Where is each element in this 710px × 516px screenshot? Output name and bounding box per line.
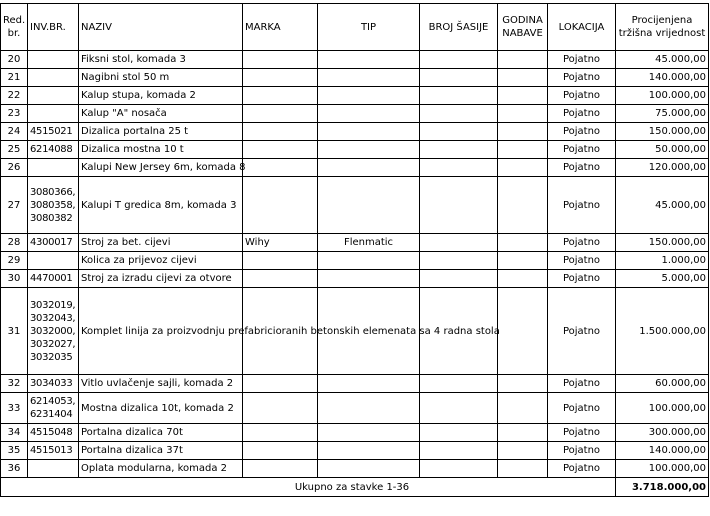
item-location: Pojatno (548, 234, 616, 252)
item-value: 45.000,00 (616, 51, 709, 69)
table-row (1, 69, 709, 87)
item-purchase-year (498, 123, 548, 141)
item-brand (243, 177, 318, 234)
item-purchase-year (498, 375, 548, 393)
item-location: Pojatno (548, 252, 616, 270)
item-value: 140.000,00 (616, 442, 709, 460)
inventory-number: 4300017 (28, 234, 79, 252)
row-number: 28 (1, 234, 28, 252)
item-value: 1.500.000,00 (616, 288, 709, 375)
item-value: 140.000,00 (616, 69, 709, 87)
item-purchase-year (498, 87, 548, 105)
item-brand: Wihy (243, 234, 318, 252)
row-number: 32 (1, 375, 28, 393)
total-label: Ukupno za stavke 1-36 (1, 478, 616, 497)
item-value: 5.000,00 (616, 270, 709, 288)
item-brand (243, 270, 318, 288)
item-location: Pojatno (548, 69, 616, 87)
table-row (1, 177, 709, 234)
item-type (318, 69, 420, 87)
item-name: Portalna dizalica 37t (79, 442, 243, 460)
inventory-number (28, 252, 79, 270)
item-type (318, 177, 420, 234)
table-row (1, 105, 709, 123)
item-type (318, 393, 420, 424)
item-brand (243, 123, 318, 141)
table-body (1, 51, 709, 478)
row-number: 25 (1, 141, 28, 159)
row-number: 30 (1, 270, 28, 288)
table-row (1, 393, 709, 424)
item-brand (243, 159, 318, 177)
item-chassis-number (420, 123, 498, 141)
item-purchase-year (498, 442, 548, 460)
item-value: 45.000,00 (616, 177, 709, 234)
item-chassis-number (420, 105, 498, 123)
item-name: Kalupi New Jersey 6m, komada 8 (79, 159, 243, 177)
item-value: 60.000,00 (616, 375, 709, 393)
item-brand (243, 375, 318, 393)
header-lokacija: LOKACIJA (548, 4, 616, 51)
header-inv-br: INV.BR. (28, 4, 79, 51)
row-number: 23 (1, 105, 28, 123)
item-purchase-year (498, 159, 548, 177)
header-tip: TIP (318, 4, 420, 51)
item-type (318, 51, 420, 69)
item-value: 150.000,00 (616, 123, 709, 141)
table-row (1, 460, 709, 478)
item-value: 300.000,00 (616, 424, 709, 442)
item-purchase-year (498, 69, 548, 87)
item-type (318, 270, 420, 288)
item-name: Stroj za bet. cijevi (79, 234, 243, 252)
table-row (1, 252, 709, 270)
item-value: 75.000,00 (616, 105, 709, 123)
item-purchase-year (498, 234, 548, 252)
item-location: Pojatno (548, 159, 616, 177)
table-row (1, 141, 709, 159)
item-chassis-number (420, 442, 498, 460)
item-chassis-number (420, 234, 498, 252)
row-number: 27 (1, 177, 28, 234)
item-value: 150.000,00 (616, 234, 709, 252)
item-name: Vitlo uvlačenje sajli, komada 2 (79, 375, 243, 393)
item-name: Dizalica mostna 10 t (79, 141, 243, 159)
item-chassis-number (420, 69, 498, 87)
item-type (318, 442, 420, 460)
item-name: Komplet linija za proizvodnju prefabricioranih betonskih elemenata sa 4 radna stola (79, 288, 243, 375)
item-type: Flenmatic (318, 234, 420, 252)
item-location: Pojatno (548, 424, 616, 442)
item-chassis-number (420, 393, 498, 424)
item-brand (243, 393, 318, 424)
item-name: Stroj za izradu cijevi za otvore (79, 270, 243, 288)
header-marka: MARKA (243, 4, 318, 51)
item-type (318, 123, 420, 141)
item-purchase-year (498, 270, 548, 288)
item-name: Kalup stupa, komada 2 (79, 87, 243, 105)
item-brand (243, 69, 318, 87)
header-red-br: Red. br. (1, 4, 28, 51)
item-name: Kalup "A" nosača (79, 105, 243, 123)
table-row (1, 87, 709, 105)
item-brand (243, 424, 318, 442)
inventory-number (28, 460, 79, 478)
item-purchase-year (498, 393, 548, 424)
item-name: Mostna dizalica 10t, komada 2 (79, 393, 243, 424)
row-number: 36 (1, 460, 28, 478)
item-type (318, 375, 420, 393)
item-value: 50.000,00 (616, 141, 709, 159)
table-row (1, 375, 709, 393)
item-purchase-year (498, 51, 548, 69)
inventory-table (0, 3, 709, 497)
item-chassis-number (420, 177, 498, 234)
item-location: Pojatno (548, 105, 616, 123)
inventory-number: 4515021 (28, 123, 79, 141)
table-row (1, 234, 709, 252)
item-location: Pojatno (548, 87, 616, 105)
inventory-number: 4470001 (28, 270, 79, 288)
item-type (318, 87, 420, 105)
row-number: 24 (1, 123, 28, 141)
row-number: 29 (1, 252, 28, 270)
item-location: Pojatno (548, 177, 616, 234)
item-location: Pojatno (548, 375, 616, 393)
item-value: 100.000,00 (616, 87, 709, 105)
inventory-number (28, 87, 79, 105)
inventory-number: 6214088 (28, 141, 79, 159)
row-number: 26 (1, 159, 28, 177)
item-name: Portalna dizalica 70t (79, 424, 243, 442)
item-chassis-number (420, 51, 498, 69)
item-purchase-year (498, 141, 548, 159)
row-number: 31 (1, 288, 28, 375)
inventory-number (28, 51, 79, 69)
item-chassis-number (420, 270, 498, 288)
item-name: Kalupi T gredica 8m, komada 3 (79, 177, 243, 234)
item-chassis-number (420, 159, 498, 177)
table-row (1, 123, 709, 141)
item-type (318, 159, 420, 177)
item-brand (243, 442, 318, 460)
item-type (318, 424, 420, 442)
item-chassis-number (420, 252, 498, 270)
inventory-number (28, 69, 79, 87)
item-name: Nagibni stol 50 m (79, 69, 243, 87)
item-brand (243, 252, 318, 270)
item-location: Pojatno (548, 123, 616, 141)
inventory-number (28, 105, 79, 123)
header-broj-sasije: BROJ ŠASIJE (420, 4, 498, 51)
item-brand (243, 141, 318, 159)
inventory-number: 3080366, 3080358, 3080382 (28, 177, 79, 234)
row-number: 22 (1, 87, 28, 105)
item-location: Pojatno (548, 141, 616, 159)
inventory-number: 6214053, 6231404 (28, 393, 79, 424)
item-purchase-year (498, 424, 548, 442)
item-location: Pojatno (548, 393, 616, 424)
item-purchase-year (498, 252, 548, 270)
table-row (1, 270, 709, 288)
item-location: Pojatno (548, 51, 616, 69)
total-row (1, 478, 709, 497)
row-number: 35 (1, 442, 28, 460)
row-number: 33 (1, 393, 28, 424)
table-row (1, 159, 709, 177)
item-name: Kolica za prijevoz cijevi (79, 252, 243, 270)
item-type (318, 252, 420, 270)
item-value: 1.000,00 (616, 252, 709, 270)
item-brand (243, 105, 318, 123)
item-purchase-year (498, 288, 548, 375)
item-chassis-number (420, 375, 498, 393)
item-chassis-number (420, 141, 498, 159)
table-row (1, 288, 709, 375)
item-value: 100.000,00 (616, 393, 709, 424)
row-number: 21 (1, 69, 28, 87)
inventory-number: 3032019, 3032043, 3032000, 3032027, 3032035 (28, 288, 79, 375)
item-location: Pojatno (548, 460, 616, 478)
item-chassis-number (420, 460, 498, 478)
total-value: 3.718.000,00 (616, 478, 709, 497)
inventory-number (28, 159, 79, 177)
inventory-number: 4515013 (28, 442, 79, 460)
item-value: 100.000,00 (616, 460, 709, 478)
item-brand (243, 51, 318, 69)
inventory-table-wrapper (0, 3, 709, 497)
item-brand (243, 460, 318, 478)
item-chassis-number (420, 87, 498, 105)
table-row (1, 442, 709, 460)
row-number: 20 (1, 51, 28, 69)
item-type (318, 141, 420, 159)
item-purchase-year (498, 460, 548, 478)
header-naziv: NAZIV (79, 4, 243, 51)
item-location: Pojatno (548, 270, 616, 288)
item-location: Pojatno (548, 442, 616, 460)
header-vrijednost: Procijenjena tržišna vrijednost (616, 4, 709, 51)
table-header-row (1, 4, 709, 51)
item-value: 120.000,00 (616, 159, 709, 177)
item-name: Oplata modularna, komada 2 (79, 460, 243, 478)
item-type (318, 105, 420, 123)
table-row (1, 424, 709, 442)
item-brand (243, 87, 318, 105)
table-row (1, 51, 709, 69)
item-location: Pojatno (548, 288, 616, 375)
row-number: 34 (1, 424, 28, 442)
item-type (318, 460, 420, 478)
item-purchase-year (498, 177, 548, 234)
item-name: Fiksni stol, komada 3 (79, 51, 243, 69)
item-name: Dizalica portalna 25 t (79, 123, 243, 141)
inventory-number: 3034033 (28, 375, 79, 393)
inventory-number: 4515048 (28, 424, 79, 442)
header-godina-nabave: GODINA NABAVE (498, 4, 548, 51)
item-purchase-year (498, 105, 548, 123)
item-chassis-number (420, 424, 498, 442)
